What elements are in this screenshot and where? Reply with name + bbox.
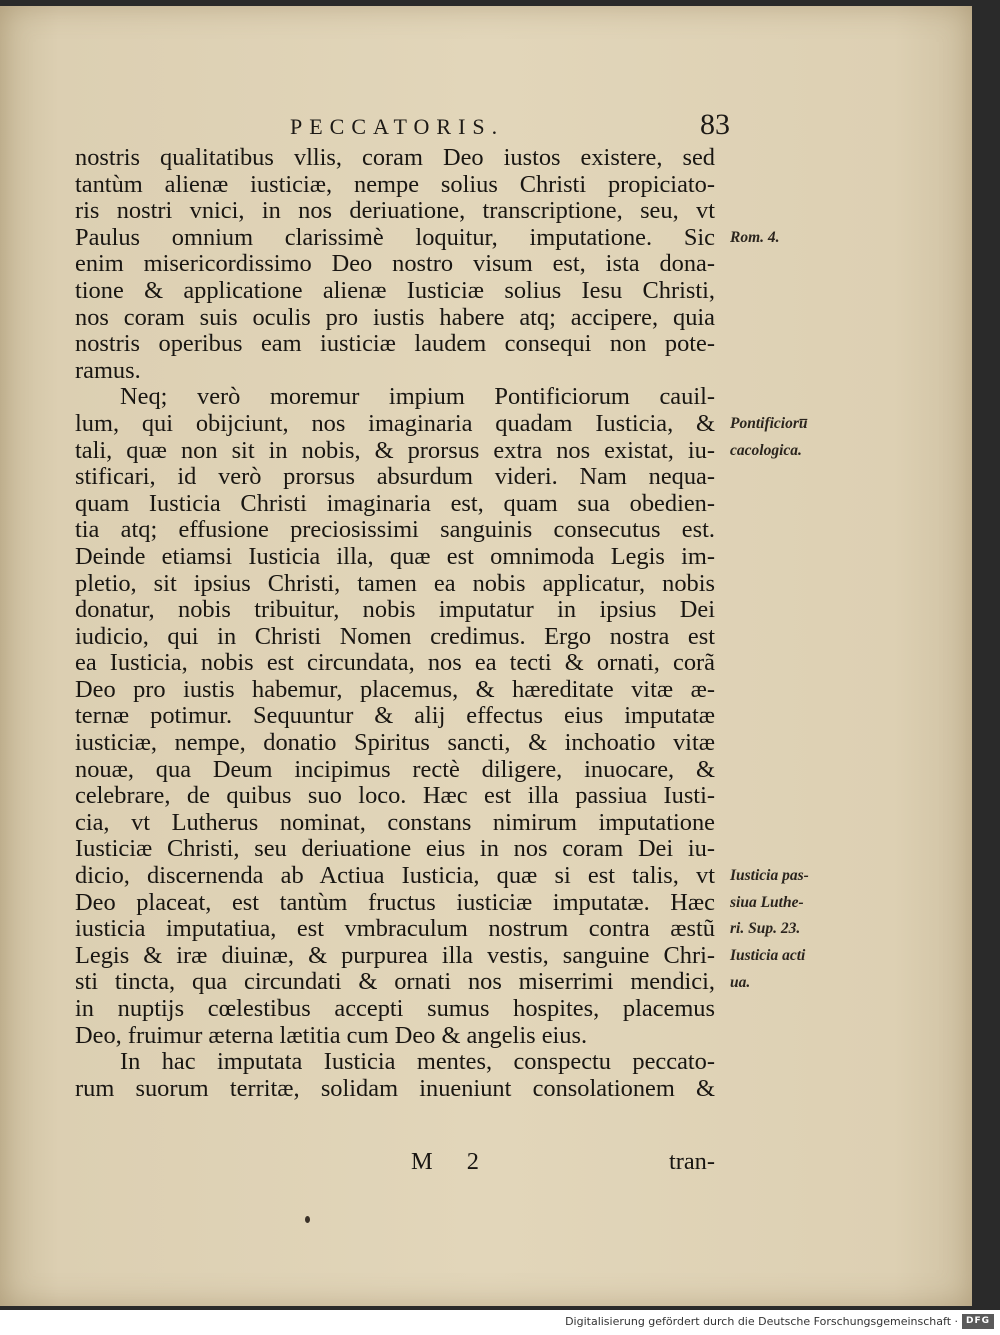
text-line: Iusticiæ Christi, seu deriuatione eius in nos coram Dei iu-: [75, 835, 715, 863]
text-line: ea Iusticia, nobis est circundata, nos ea tecti & ornati, corã: [75, 649, 715, 677]
text-line: nouæ, qua Deum incipimus rectè diligere, inuocare, &: [75, 755, 715, 783]
text-line: dicio, discernenda ab Actiua Iusticia, quæ si est talis, vt: [75, 862, 715, 890]
text-line: ternæ potimur. Sequuntur & alij effectus eius imputatæ: [75, 702, 715, 730]
marginal-note: cacologica.: [730, 441, 802, 459]
marginal-note: Pontificioru̅: [730, 415, 808, 432]
text-line: rum suorum territæ, solidam inueniunt consolationem &: [75, 1074, 715, 1102]
text-line: ris nostri vnici, in nos deriuatione, transcriptione, seu, vt: [75, 197, 715, 225]
text-line: Neq; verò moremur impium Pontificiorum cauil-: [120, 383, 715, 411]
marginal-note: Iusticia pas-: [730, 867, 809, 885]
text-line: Deo placeat, est tantùm fructus iusticiæ imputatæ. Hæc: [75, 888, 715, 916]
page-number: 83: [700, 108, 730, 141]
text-line: celebrare, de quibus suo loco. Hæc est illa passiua Iusti-: [75, 782, 715, 810]
text-line: In hac imputata Iusticia mentes, conspectu peccato-: [120, 1048, 715, 1076]
text-line: stificari, id verò prorsus absurdum videri. Nam nequa-: [75, 463, 715, 491]
text-line: iusticiæ, nempe, donatio Spiritus sancti, & inchoatio vitæ: [75, 729, 715, 757]
marginal-note: ua.: [730, 973, 751, 991]
marginal-note: Iusticia acti: [730, 947, 806, 964]
text-line: pletio, sit ipsius Christi, tamen ea nobis applicatur, nobis: [75, 569, 715, 597]
text-line: quam Iusticia Christi imaginaria est, quam sua obedien-: [75, 489, 715, 517]
catchword: tran-: [668, 1148, 715, 1175]
text-line: Deo, fruimur æterna lætitia cum Deo & angelis eius.: [75, 1021, 588, 1049]
text-line: nostris qualitatibus vllis, coram Deo iustos existere, sed: [75, 144, 715, 171]
text-line: tantùm alienæ iusticiæ, nempe solius Christi propiciato-: [75, 170, 715, 198]
text-line: enim misericordissimo Deo nostro visum est, ista dona-: [75, 250, 715, 278]
text-line: Legis & iræ diuinæ, & purpurea illa vestis, sanguine Chri-: [75, 941, 715, 969]
text-line: lum, qui obijciunt, nos imaginaria quadam Iusticia, &: [75, 409, 715, 437]
text-line: Deinde etiamsi Iusticia illa, quæ est omnimoda Legis im-: [75, 542, 715, 570]
running-title: PECCATORIS.: [290, 114, 505, 139]
main-text-block: [75, 145, 715, 1102]
dfg-logo-icon: DFG: [962, 1314, 994, 1329]
text-line: iusticia imputatiua, est vmbraculum nostrum contra æstũ: [75, 915, 715, 943]
digitization-footer: [0, 1310, 1000, 1335]
text-line: sti tincta, qua circundati & ornati nos miserrimi mendici,: [75, 968, 715, 996]
text-line: cia, vt Lutherus nominat, constans nimirum imputatione: [75, 808, 715, 836]
marginal-note: ri. Sup. 23.: [730, 920, 801, 938]
marginal-note: Rom. 4.: [730, 228, 780, 246]
page-foot: [75, 1148, 715, 1178]
ink-speck: [305, 1216, 310, 1223]
text-line: in nuptijs cœlestibus accepti sumus hospites, placemus: [75, 995, 715, 1022]
text-line: iudicio, qui in Christi Nomen credimus. Ergo nostra est: [75, 622, 715, 650]
text-line: tali, quæ non sit in nobis, & prorsus extra nos existat, iu-: [75, 436, 715, 464]
text-line: Deo pro iustis habemur, placemus, & hæreditate vitæ æ-: [75, 675, 715, 703]
marginal-note: siua Luthe-: [730, 893, 804, 911]
text-line: nos coram suis oculis pro iustis habere atq; accipere, quia: [75, 303, 715, 331]
text-line: nostris operibus eam iusticiæ laudem consequi non pote-: [75, 330, 715, 358]
text-line: donatur, nobis tribuitur, nobis imputatur in ipsius Dei: [75, 596, 715, 624]
text-line: Paulus omnium clarissimè loquitur, imputatione. Sic: [75, 223, 715, 251]
text-line: ramus.: [75, 356, 141, 384]
text-line: tione & applicatione alienæ Iusticiæ solius Iesu Christi,: [75, 276, 715, 304]
footer-credit: Digitalisierung gefördert durch die Deutsche Forschungsgemeinschaft ·: [565, 1315, 958, 1328]
text-line: tia atq; effusione preciosissimi sanguinis consecutus est.: [75, 516, 715, 544]
signature-mark: M 2: [411, 1148, 493, 1175]
